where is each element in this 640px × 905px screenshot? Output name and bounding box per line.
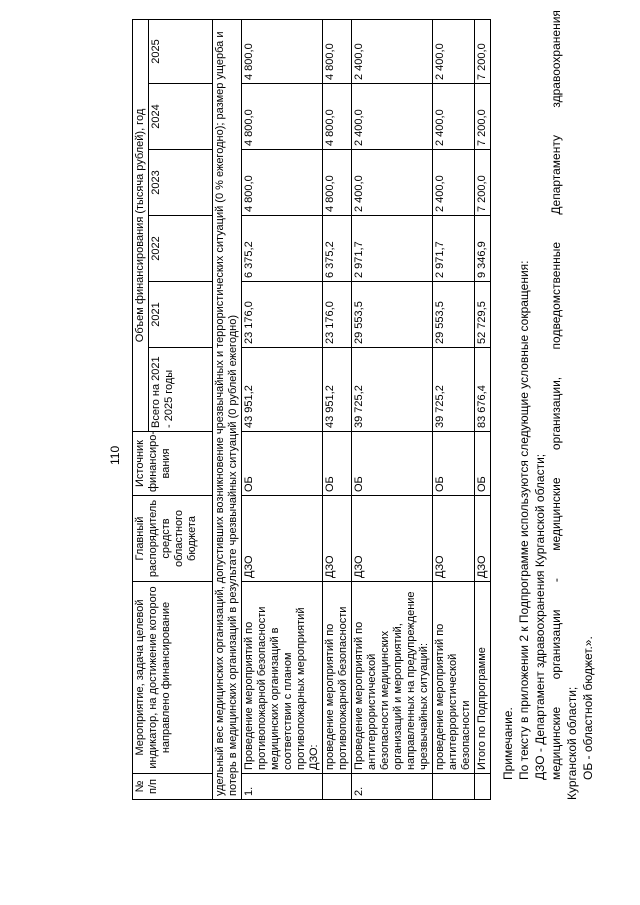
note-block [500, 10, 596, 800]
table-row [433, 19, 475, 799]
row-no: 2. [352, 774, 433, 800]
row-2024: 7 200,0 [475, 84, 491, 150]
row-total: 39 725,2 [433, 348, 475, 432]
header-year: 2022 [149, 216, 213, 282]
header-no: № п/п [133, 774, 213, 800]
note-word: - [549, 578, 563, 583]
row-2022: 6 375,2 [242, 216, 323, 282]
row-2023: 2 400,0 [352, 150, 433, 216]
row-2022: 6 375,2 [323, 216, 352, 282]
row-manager: ДЗО [433, 496, 475, 582]
row-manager: ДЗО [242, 496, 323, 582]
header-year: 2024 [149, 84, 213, 150]
row-source: ОБ [352, 432, 433, 496]
note-word: медицинские [549, 477, 563, 551]
row-2022: 2 971,7 [433, 216, 475, 282]
header-year: 2025 [149, 19, 213, 83]
row-2025: 4 800,0 [242, 19, 323, 83]
row-no: 1. [242, 774, 323, 800]
header-year: 2023 [149, 150, 213, 216]
row-source: ОБ [475, 432, 491, 496]
table-row [242, 19, 323, 799]
note-word: подведомственные [549, 242, 563, 350]
header-source: Источник финансиро-вания [133, 432, 213, 496]
row-2024: 2 400,0 [433, 84, 475, 150]
row-manager: ДЗО [323, 496, 352, 582]
note-title: Примечание. [501, 707, 515, 780]
row-2021: 23 176,0 [323, 282, 352, 348]
table-row [323, 19, 352, 799]
row-no [433, 774, 475, 800]
row-manager: ДЗО [475, 496, 491, 582]
row-source: ОБ [242, 432, 323, 496]
note-line: Курганской области; [565, 686, 579, 800]
row-measure: Проведение мероприятий по противопожарной безопасности медицинских организаций в соответствии с планом противопожарных мероприятий ДЗО: [242, 582, 323, 774]
row-no [323, 774, 352, 800]
note-word: Департаменту [549, 135, 563, 215]
note-word: организации [549, 609, 563, 680]
header-row-1 [133, 19, 149, 799]
row-measure: проведение мероприятий по антитеррористической безопасности [433, 582, 475, 774]
row-2025: 2 400,0 [433, 19, 475, 83]
note-line: По тексту в приложении 2 к Подпрограмме используются следующие условные сокращения: [517, 260, 531, 780]
row-2024: 2 400,0 [352, 84, 433, 150]
header-total: Всего на 2021 - 2025 годы [149, 348, 213, 432]
note-line: ДЗО - Департамент здравоохранения Курганской области; [533, 453, 547, 780]
note-line: ОБ - областной бюджет.». [581, 636, 595, 780]
row-measure: проведение мероприятий по противопожарной безопасности [323, 582, 352, 774]
header-measure: Мероприятие, задача целевой индикатор, на достижение которого направлено финансирование [133, 582, 213, 774]
row-measure: Итого по Подпрограмме [475, 582, 491, 774]
row-2025: 7 200,0 [475, 19, 491, 83]
financing-table [132, 19, 491, 800]
row-2021: 29 553,5 [352, 282, 433, 348]
note-line-justified [548, 10, 564, 800]
header-year: 2021 [149, 282, 213, 348]
row-2024: 4 800,0 [323, 84, 352, 150]
row-2023: 4 800,0 [323, 150, 352, 216]
row-2024: 4 800,0 [242, 84, 323, 150]
note-word: организации, [549, 376, 563, 451]
row-2022: 9 346,9 [475, 216, 491, 282]
row-2025: 2 400,0 [352, 19, 433, 83]
row-2023: 2 400,0 [433, 150, 475, 216]
row-2023: 4 800,0 [242, 150, 323, 216]
row-2021: 29 553,5 [433, 282, 475, 348]
row-no [475, 774, 491, 800]
indicator-text: удельный вес медицинских организаций, допустивших возникновение чрезвычайных и террористических ситуаций (0 % ежегодно); размер ущерба и потерь в медицинских организаций в результате чрезвычайных ситуаций (0 рублей ежегодно) [213, 19, 242, 799]
note-word: медицинские [549, 706, 563, 780]
row-total: 83 676,4 [475, 348, 491, 432]
row-source: ОБ [433, 432, 475, 496]
row-total: 43 951,2 [323, 348, 352, 432]
row-2023: 7 200,0 [475, 150, 491, 216]
header-manager: Главный распорядитель средств областного бюджета [133, 496, 213, 582]
row-source: ОБ [323, 432, 352, 496]
row-2021: 52 729,5 [475, 282, 491, 348]
header-volume: Объем финансирования (тысяча рублей), год [133, 19, 149, 431]
row-2025: 4 800,0 [323, 19, 352, 83]
table-row [352, 19, 433, 799]
row-measure: Проведение мероприятий по антитеррористической безопасности медицинских организаций и мероприятий, направленных на предупреждение чрезвычайных ситуаций: [352, 582, 433, 774]
row-2021: 23 176,0 [242, 282, 323, 348]
note-word: здравоохранения [549, 10, 563, 108]
page-number: 110 [108, 445, 122, 465]
row-total: 43 951,2 [242, 348, 323, 432]
table-row-total [475, 19, 491, 799]
row-total: 39 725,2 [352, 348, 433, 432]
indicator-row [213, 19, 242, 799]
row-manager: ДЗО [352, 496, 433, 582]
row-2022: 2 971,7 [352, 216, 433, 282]
